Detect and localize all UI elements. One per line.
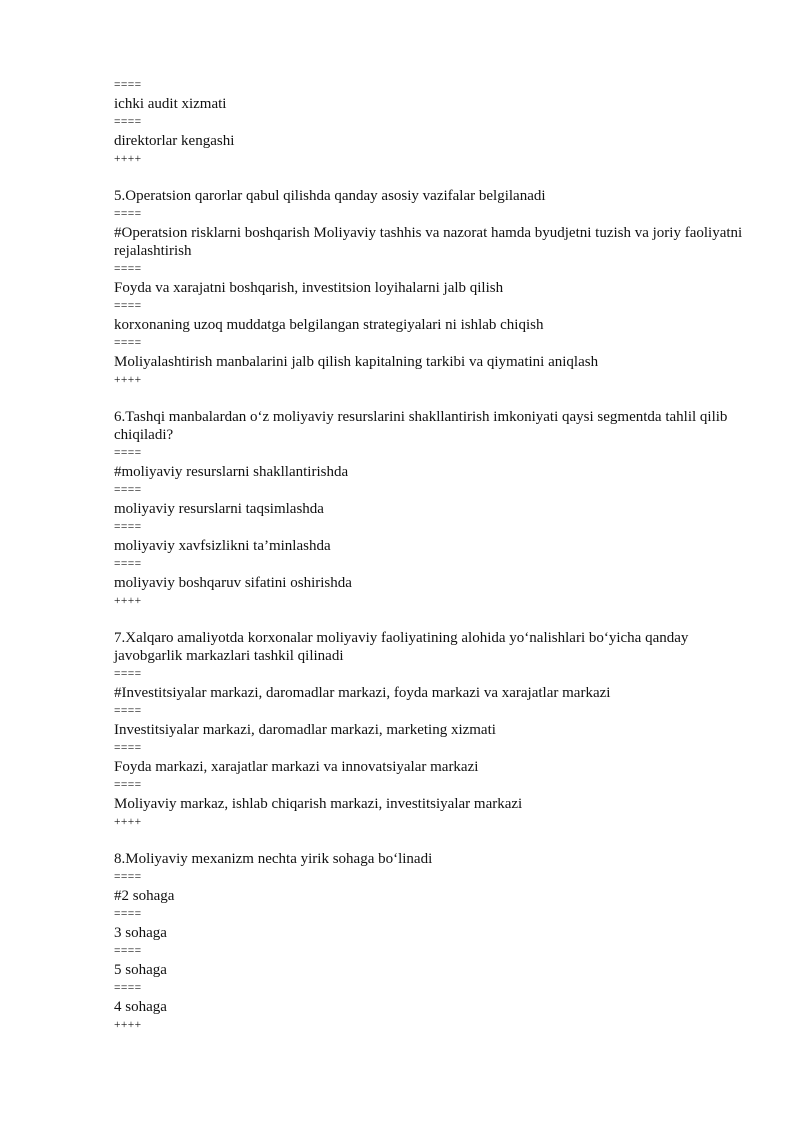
question-block-8 <box>114 850 754 1035</box>
separator: ==== <box>114 982 142 994</box>
end-marker: ++++ <box>114 153 142 165</box>
answer-option: Foyda va xarajatni boshqarish, investitsion loyihalarni jalb qilish <box>114 280 504 296</box>
separator: ==== <box>114 871 142 883</box>
separator: ==== <box>114 263 142 275</box>
answer-option: 3 sohaga <box>114 925 167 941</box>
separator: ==== <box>114 79 142 91</box>
answer-option: 5 sohaga <box>114 962 167 978</box>
previous-question-tail <box>114 76 754 169</box>
answer-option: moliyaviy xavfsizlikni ta’minlashda <box>114 538 331 554</box>
separator: ==== <box>114 521 142 533</box>
separator: ==== <box>114 705 142 717</box>
separator: ==== <box>114 300 142 312</box>
end-marker: ++++ <box>114 374 142 386</box>
question-block-7 <box>114 629 754 832</box>
separator: ==== <box>114 447 142 459</box>
separator: ==== <box>114 484 142 496</box>
answer-option: Moliyaviy markaz, ishlab chiqarish markazi, investitsiyalar markazi <box>114 796 523 812</box>
separator: ==== <box>114 337 142 349</box>
separator: ==== <box>114 116 142 128</box>
answer-option: Moliyalashtirish manbalarini jalb qilish kapitalning tarkibi va qiymatini aniqlash <box>114 354 599 370</box>
separator: ==== <box>114 208 142 220</box>
answer-option: korxonaning uzoq muddatga belgilangan strategiyalari ni ishlab chiqish <box>114 317 544 333</box>
question-block-6 <box>114 408 754 611</box>
separator: ==== <box>114 668 142 680</box>
end-marker: ++++ <box>114 595 142 607</box>
separator: ==== <box>114 945 142 957</box>
end-marker: ++++ <box>114 1019 142 1031</box>
question-block-5 <box>114 187 754 390</box>
answer-option: moliyaviy boshqaruv sifatini oshirishda <box>114 575 352 591</box>
answer-option-correct: #2 sohaga <box>114 888 175 904</box>
answer-option: Investitsiyalar markazi, daromadlar markazi, marketing xizmati <box>114 722 496 738</box>
answer-option-correct: #Operatsion risklarni boshqarish Moliyaviy tashhis va nazorat hamda byudjetni tuzish va joriy faoliyatni rejalashtirish <box>114 225 743 259</box>
answer-option-correct: #Investitsiyalar markazi, daromadlar markazi, foyda markazi va xarajatlar markazi <box>114 685 611 701</box>
answer-option-correct: #moliyaviy resurslarni shakllantirishda <box>114 464 349 480</box>
answer-option: 4 sohaga <box>114 999 167 1015</box>
separator: ==== <box>114 779 142 791</box>
answer-option: Foyda markazi, xarajatlar markazi va innovatsiyalar markazi <box>114 759 479 775</box>
question-text: 8.Moliyaviy mexanizm nechta yirik sohaga bo‘linadi <box>114 851 433 867</box>
separator: ==== <box>114 908 142 920</box>
question-text: 7.Xalqaro amaliyotda korxonalar moliyaviy faoliyatining alohida yo‘nalishlari bo‘yicha qanday javobgarlik markazlari tashkil qilinadi <box>114 630 689 664</box>
question-text: 5.Operatsion qarorlar qabul qilishda qanday asosiy vazifalar belgilanadi <box>114 188 546 204</box>
separator: ==== <box>114 742 142 754</box>
separator: ==== <box>114 558 142 570</box>
answer-option: ichki audit xizmati <box>114 96 227 112</box>
end-marker: ++++ <box>114 816 142 828</box>
question-text: 6.Tashqi manbalardan o‘z moliyaviy resurslarini shakllantirish imkoniyati qaysi segmentda tahlil qilib chiqiladi? <box>114 409 728 443</box>
document-page <box>114 76 754 1035</box>
answer-option: direktorlar kengashi <box>114 133 235 149</box>
answer-option: moliyaviy resurslarni taqsimlashda <box>114 501 324 517</box>
